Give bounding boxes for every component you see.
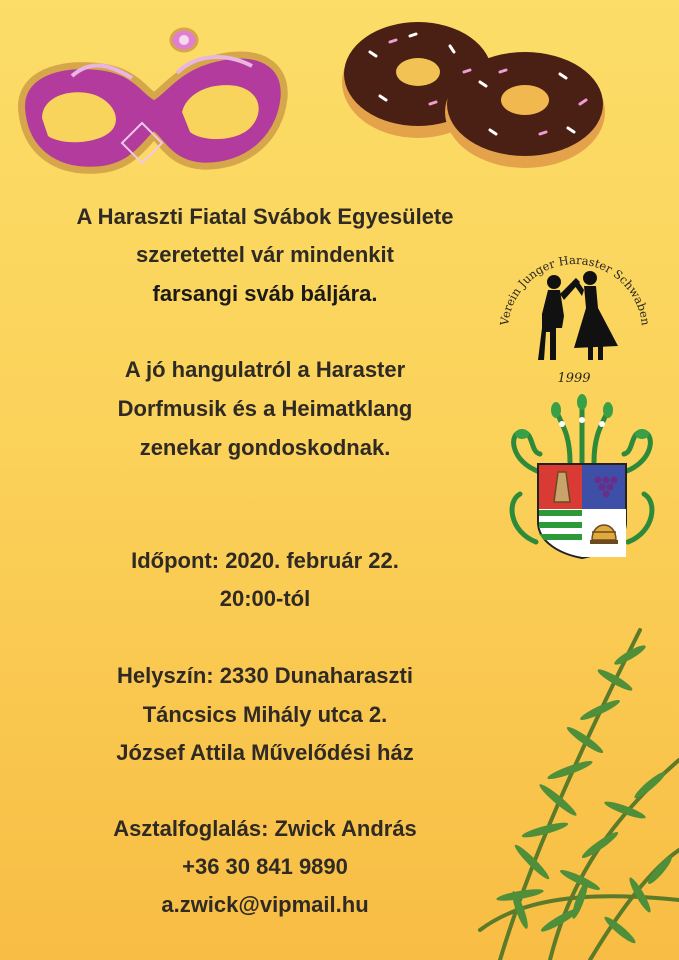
logo-year: 1999 [557, 371, 591, 386]
invitation-line-3: farsangi sváb báljára. [152, 281, 378, 306]
invitation-line-2: szeretettel vár mindenkit [136, 242, 394, 267]
rosemary-icon [460, 600, 679, 960]
date-line: Időpont: 2020. február 22. [131, 548, 399, 573]
dancing-couple-icon [538, 271, 618, 360]
association-logo [490, 236, 660, 396]
booking-email: a.zwick@vipmail.hu [161, 892, 369, 917]
venue-line-3: József Attila Művelődési ház [116, 740, 414, 765]
music-line-2: Dorfmusik és a Heimatklang [117, 396, 413, 421]
donuts-icon [340, 12, 610, 172]
invitation-line-1: A Haraszti Fiatal Svábok Egyesülete [76, 204, 454, 229]
coat-of-arms-icon [500, 392, 665, 567]
music-line-3: zenekar gondoskodnak. [139, 435, 391, 460]
venue-line-2: Táncsics Mihály utca 2. [142, 702, 388, 727]
logo-arc-text: Verein Junger Haraster Schwaben [497, 252, 653, 327]
booking-phone: +36 30 841 9890 [182, 854, 348, 879]
booking-line: Asztalfoglalás: Zwick András [113, 816, 417, 841]
time-line: 20:00-tól [219, 586, 311, 611]
venue-line-1: Helyszín: 2330 Dunaharaszti [117, 663, 413, 688]
music-line-1: A jó hangulatról a Haraster [124, 357, 406, 382]
carnival-mask-icon [12, 18, 297, 178]
